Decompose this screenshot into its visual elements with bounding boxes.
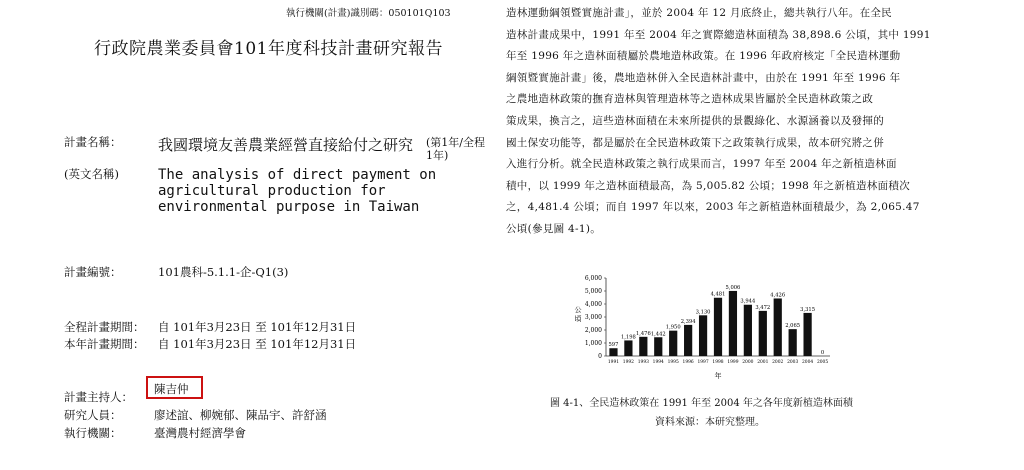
left-page — [0, 0, 486, 470]
plan-name-english: The analysis of direct payment on agricultural production for environmental purpose in Taiwan — [158, 167, 437, 215]
bar — [699, 315, 707, 356]
researchers: 廖述誼、柳婉郁、陳品宇、許舒涵 — [154, 408, 327, 422]
bar — [803, 313, 811, 356]
plan-number-label: 計畫編號： — [64, 265, 122, 279]
x-tick-label: 2004 — [802, 360, 814, 365]
english-name-label: (英文名稱) — [64, 167, 119, 181]
body-line: 入進行分析。就全民造林政策之執行成果而言，1997 年至 2004 年之新植造林面 — [506, 158, 897, 171]
plan-name-chinese: 我國環境友善農業經營直接給付之研究 — [158, 136, 414, 154]
body-line: 綱領暨實施計畫」後，農地造林併入全民造林計畫中，由於在 1991 年至 1996 年 — [506, 71, 901, 84]
bar — [669, 331, 677, 356]
full-period: 自 101年3月23日 至 101年12月31日 — [158, 320, 357, 334]
x-tick-label: 1997 — [697, 360, 709, 365]
y-tick-label: 2,000 — [584, 327, 602, 335]
new-afforestation-chart — [568, 268, 838, 386]
body-line: 積中，以 1999 年之造林面積最高，為 5,005.82 公頃；1998 年之新植造林面積次 — [506, 179, 910, 192]
plan-name-year-note: (第1年/全程1年) — [426, 136, 485, 162]
data-label: 0 — [820, 350, 825, 356]
bar-chart-svg — [568, 268, 838, 386]
y-tick-label: 4,000 — [584, 301, 602, 309]
data-label: 3,472 — [755, 304, 771, 311]
data-label: 4,426 — [770, 292, 786, 299]
body-line: 之，4,481.4 公頃；而自 1997 年以來，2003 年之新植造林面積最少，為 2,065.47 — [506, 201, 920, 214]
data-label: 2,394 — [680, 318, 696, 325]
data-label: 1,476 — [635, 330, 651, 337]
body-line: 造林運動綱領暨實施計畫」，並於 2004 年 12 月底終止，總共執行八年。在全民 — [506, 7, 892, 19]
this-year-period-label: 本年計畫期間： — [64, 337, 145, 351]
figure-caption: 圖 4-1、全民造林政策在 1991 年至 2004 年之各年度新植造林面積 — [550, 398, 853, 409]
this-year-period: 自 101年3月23日 至 101年12月31日 — [158, 337, 357, 351]
bar — [789, 329, 797, 356]
y-axis-label-char: 公 — [574, 306, 582, 314]
researchers-label: 研究人員： — [64, 408, 122, 422]
full-period-label: 全程計畫期間： — [64, 320, 145, 334]
x-tick-label: 2000 — [742, 360, 754, 365]
bar — [729, 291, 737, 356]
principal-investigator-label: 計畫主持人： — [64, 390, 133, 404]
bar — [774, 298, 782, 356]
body-line: 之農地造林政策的撫育造林與管理造林等之造林成果皆屬於全民造林政策之政 — [506, 93, 874, 106]
y-tick-label: 5,000 — [584, 288, 602, 296]
body-line: 公頃(參見圖 4-1)。 — [506, 223, 602, 235]
bar — [639, 337, 647, 356]
bar — [609, 348, 617, 356]
x-tick-label: 1992 — [622, 360, 634, 365]
y-axis-label-char: 頃 — [574, 315, 582, 323]
data-label: 4,481 — [710, 291, 726, 298]
x-tick-label: 1998 — [712, 360, 724, 365]
y-tick-label: 0 — [598, 353, 602, 361]
bar — [654, 337, 662, 356]
x-tick-label: 1991 — [607, 360, 620, 365]
data-label: 1,198 — [620, 334, 636, 341]
y-tick-label: 3,000 — [584, 314, 602, 322]
figure-source: 資料來源：本研究整理。 — [655, 417, 765, 428]
x-tick-label: 2002 — [772, 360, 784, 365]
x-tick-label: 1999 — [727, 360, 739, 365]
data-label: 2,065 — [785, 323, 801, 330]
plan-name-label: 計畫名稱： — [64, 135, 122, 149]
body-line: 年至 1996 年之造林面積屬於農地造林政策。在 1996 年政府核定「全民造林運動 — [506, 50, 901, 63]
y-tick-label: 6,000 — [584, 275, 602, 283]
data-label: 3,944 — [740, 298, 756, 305]
body-line: 造林計畫成果中，1991 年至 2004 年之實際總造林面積為 38,898.6 公頃，其中 1991 — [506, 28, 931, 41]
bar — [624, 340, 632, 356]
data-label: 3,315 — [800, 306, 816, 313]
report-title: 行政院農業委員會101年度科技計畫研究報告 — [94, 39, 443, 59]
x-tick-label: 1996 — [682, 360, 694, 365]
x-tick-label: 1994 — [652, 360, 664, 365]
body-line: 國土保安功能等，都是屬於在全民造林政策下之政策執行成果，故本研究將之併 — [506, 136, 884, 149]
principal-investigator: 陳吉仲 — [154, 382, 189, 396]
data-label: 5,006 — [725, 284, 741, 291]
x-tick-label: 2003 — [787, 360, 799, 365]
bar — [684, 325, 692, 356]
x-tick-label: 1993 — [637, 360, 649, 365]
bar — [714, 298, 722, 356]
agency: 臺灣農村經濟學會 — [154, 426, 246, 440]
data-label: 3,130 — [695, 309, 711, 316]
plan-number: 101農科-5.1.1-企-Q1(3) — [158, 265, 289, 279]
x-axis-label: 年 — [714, 372, 722, 380]
agency-label: 執行機關： — [64, 426, 122, 440]
data-label: 597 — [608, 342, 619, 349]
plan-identifier: 執行機關(計畫)識別碼：050101Q103 — [286, 8, 451, 19]
body-line: 策成果，換言之，這些造林面積在未來所提供的景觀綠化、水源涵養以及發揮的 — [506, 115, 884, 127]
bar — [744, 305, 752, 356]
x-tick-label: 2001 — [757, 360, 769, 365]
y-tick-label: 1,000 — [584, 340, 602, 348]
data-label: 1,950 — [665, 324, 681, 331]
bar — [759, 311, 767, 356]
right-page — [490, 0, 1024, 470]
data-label: 1,442 — [650, 331, 666, 338]
x-tick-label: 1995 — [667, 360, 679, 365]
x-tick-label: 2005 — [816, 360, 829, 365]
